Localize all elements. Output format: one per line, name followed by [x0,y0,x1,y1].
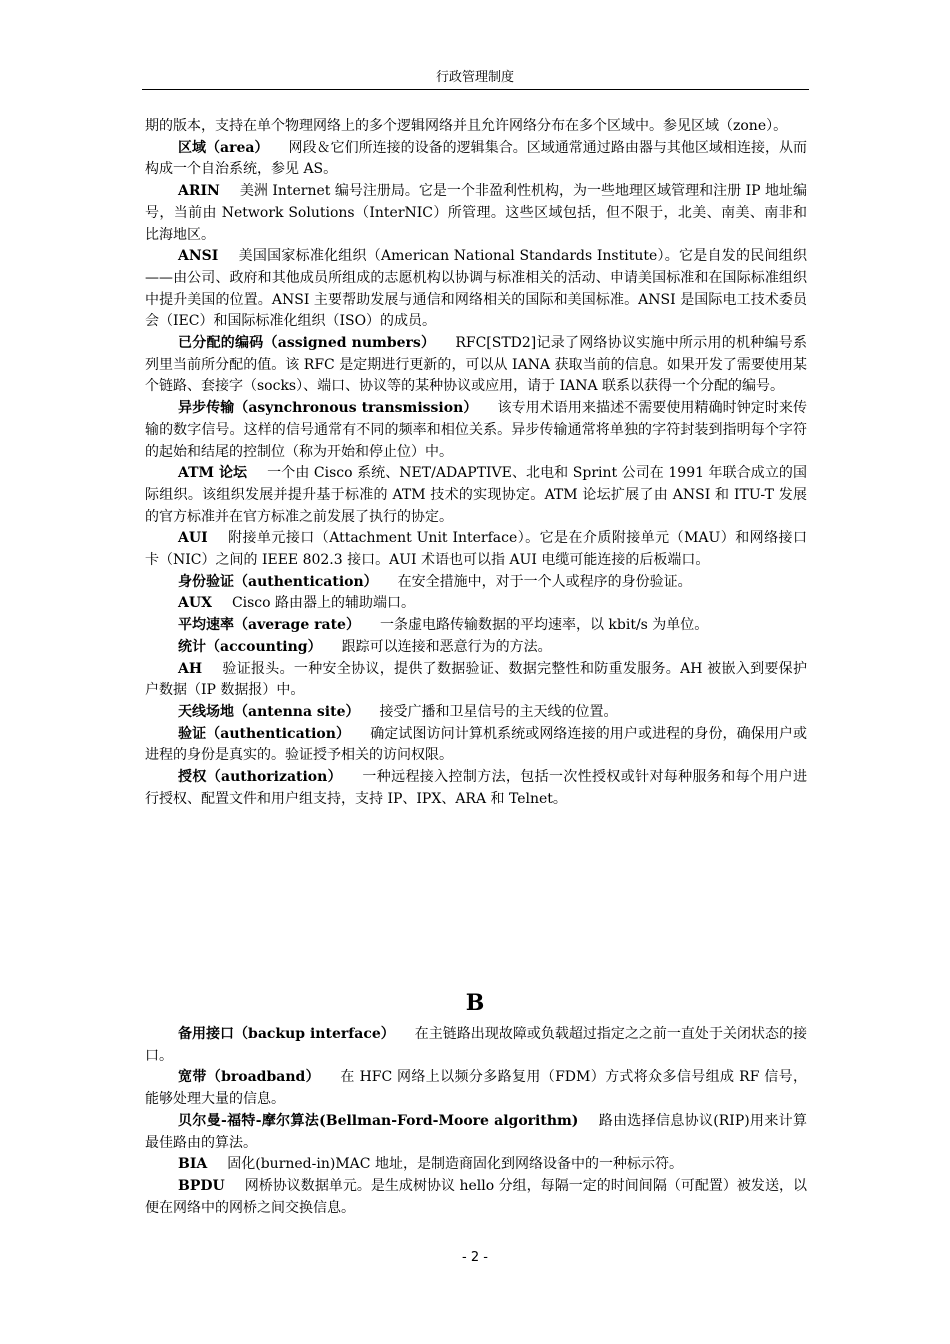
glossary-entry [145,724,807,767]
glossary-definition: 美国国家标准化组织（American National Standards Institute）。它是自发的民间组织——由公司、政府和其他成员所组成的志愿机构以协调与标准相关的活动、申请美国标准和在国际标准组织中提升美国的位置。ANSI 主要帮助发展与通信和网络相关的国际和美国标准。ANSI 是国际电工技术委员会（IEC）和国际标准化组织（ISO）的成员。 [145,248,807,330]
glossary-term: 异步传输（asynchronous transmission） [178,400,478,417]
glossary-term: 平均速率（average rate） [178,617,360,634]
glossary-definition: 固化(burned-in)MAC 地址，是制造商固化到网络设备中的一种标示符。 [227,1156,683,1173]
glossary-entry [145,593,807,615]
glossary-term: 授权（authorization） [178,769,343,786]
glossary-term: AH [178,660,203,677]
glossary-entry [145,1067,807,1110]
glossary-definition: 跟踪可以连接和恶意行为的方法。 [341,638,552,655]
glossary-definition: 确定试图访问计算机系统或网络连接的用户或进程的身份，确保用户或进程的身份是真实的。验证授予相关的访问权限。 [145,725,808,764]
page-number: - 2 - [462,1250,488,1265]
continuation-paragraph: 期的版本，支持在单个物理网络上的多个逻辑网络并且允许网络分布在多个区域中。参见区域（zone）。 [145,118,788,134]
glossary-definition: 美洲 Internet 编号注册局。它是一个非盈利性机构，为一些地理区域管理和注册 IP 地址编号，当前由 Network Solutions（InterNIC）所管理。这些区域包括，但不限于，北美、南美、南非和比海地区。 [145,183,807,243]
page-header-title: 行政管理制度 [435,70,514,85]
glossary-term: ATM 论坛 [178,465,248,482]
glossary-entry [145,181,807,246]
glossary-definition: 一种远程接入控制方法，包括一次性授权或针对每种服务和每个用户进行授权、配置文件和用户组支持，支持 IP、IPX、ARA 和 Telnet。 [145,769,807,807]
glossary-definition: 一条虚电路传输数据的平均速率，以 kbit/s 为单位。 [379,617,709,634]
glossary-entry [145,1176,807,1219]
glossary-entry [145,463,807,528]
glossary-term: 天线场地（antenna site） [178,703,360,720]
glossary-entry [145,1111,807,1154]
glossary-definition: Cisco 路由器上的辅助端口。 [231,595,416,612]
glossary-term: 贝尔曼-福特-摩尔算法(Bellman-Ford-Moore algorithm) [178,1112,579,1129]
glossary-definition: 该专用术语用来描述不需要使用精确时钟定时来传输的数字信号。这样的信号通常有不同的频率和相位关系。异步传输通常将单独的字符封装到指明每个字符的起始和结尾的控制位（称为开始和停止位）中。 [145,400,808,460]
glossary-definition: 验证报头。一种安全协议，提供了数据验证、数据完整性和防重发服务。AH 被嵌入到要保护户数据（IP 数据报）中。 [145,660,807,699]
glossary-definition: 在 HFC 网络上以频分多路复用（FDM）方式将众多信号组成 RF 信号，能够处理大量的信息。 [145,1069,807,1108]
glossary-term: BPDU [178,1177,225,1194]
glossary-term: 已分配的编码（assigned numbers） [178,335,436,352]
glossary-term: 验证（authentication） [178,725,351,742]
entries-a-list [145,138,807,811]
section-b-heading: B [465,990,485,1016]
glossary-definition: RFC[STD2]记录了网络协议实施中所示用的机种编号系列里当前所分配的值。该 RFC 是定期进行更新的，可以从 IANA 获取当前的信息。如果开发了需要使用某个链路、套接字（socks）、端口、协议等的某种协议或应用，请于 IANA 联系以获得一个分配的编号。 [145,335,807,395]
glossary-term: AUI [178,530,208,547]
glossary-term: ARIN [178,183,220,200]
glossary-entry [145,528,807,571]
glossary-entry [145,1024,807,1067]
glossary-definition: 在安全措施中，对于一个人或程序的身份验证。 [397,573,692,590]
glossary-entry [145,615,807,637]
glossary-term: BIA [178,1156,208,1173]
glossary-entry [145,702,807,724]
glossary-definition: 在主链路出现故障或负载超过指定之之前一直处于关闭状态的接口。 [145,1026,807,1064]
glossary-term: AUX [178,595,212,612]
glossary-entry [145,246,807,333]
glossary-definition: 接受广播和卫星信号的主天线的位置。 [379,703,618,720]
glossary-section-a [145,116,807,811]
glossary-term: 区域（area） [178,139,269,156]
glossary-term: 统计（accounting） [178,638,322,655]
glossary-entry [145,398,807,463]
glossary-term: 备用接口（backup interface） [178,1026,395,1042]
glossary-term: 身份验证（authentication） [178,573,378,590]
glossary-entry [145,767,807,810]
header-rule [142,89,809,90]
glossary-term: 宽带（broadband） [178,1069,321,1086]
entries-b-list [145,1024,807,1219]
glossary-section-b [145,1024,807,1219]
glossary-entry [145,659,807,702]
glossary-entry [145,138,807,181]
glossary-entry [145,572,807,594]
glossary-definition: 路由选择信息协议(RIP)用来计算最佳路由的算法。 [145,1112,807,1151]
glossary-definition: 网桥协议数据单元。是生成树协议 hello 分组，每隔一定的时间间隔（可配置）被发送，以便在网络中的网桥之间交换信息。 [145,1177,807,1216]
glossary-definition: 附接单元接口（Attachment Unit Interface）。它是在介质附接单元（MAU）和网络接口卡（NIC）之间的 IEEE 802.3 接口。AUI 术语也可以指 AUI 电缆可能连接的后板端口。 [145,530,807,569]
glossary-definition: 网段＆它们所连接的设备的逻辑集合。区域通常通过路由器与其他区域相连接，从而构成一个自治系统，参见 AS。 [145,139,807,178]
glossary-entry [145,1154,807,1176]
glossary-term: ANSI [178,248,219,265]
glossary-definition: 一个由 Cisco 系统、NET/ADAPTIVE、北电和 Sprint 公司在 1991 年联合成立的国际组织。该组织发展并提升基于标准的 ATM 技术的实现协定。ATM 论坛扩展了由 ANSI 和 ITU-T 发展的官方标准并在官方标准之前发展了执行的协定。 [145,465,807,525]
glossary-entry [145,333,807,398]
glossary-entry [145,637,807,659]
